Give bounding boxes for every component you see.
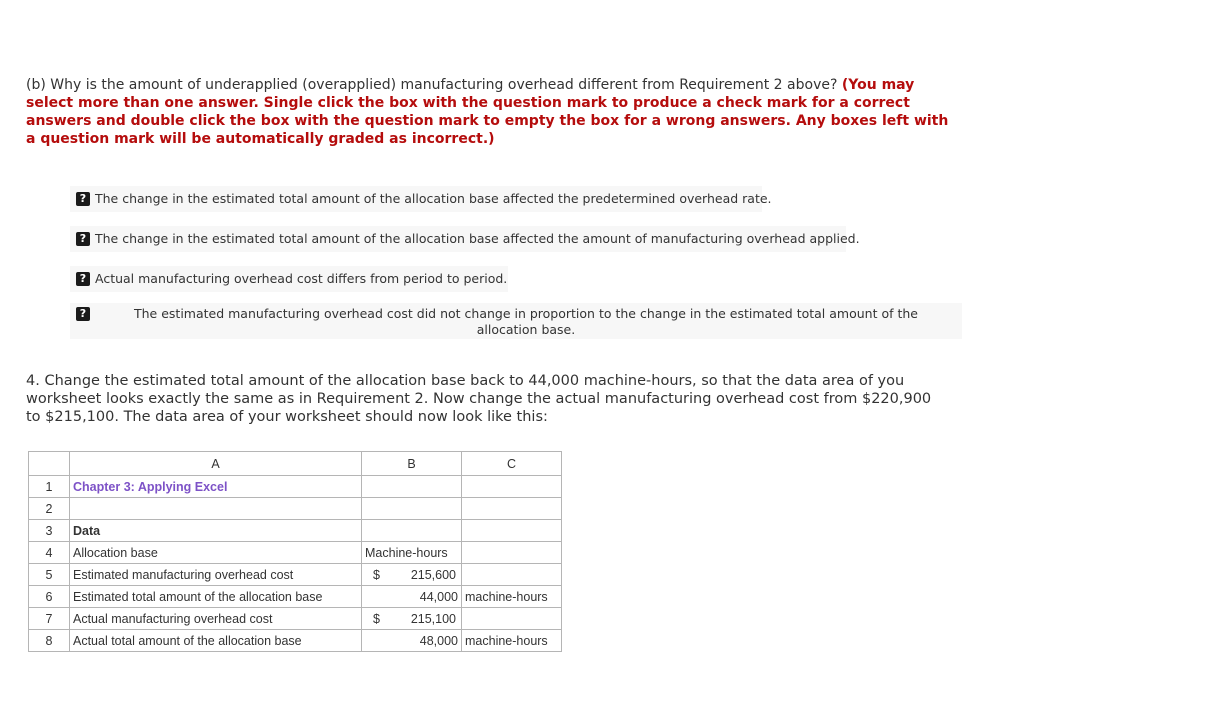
cell-a1 xyxy=(70,476,362,498)
cell-b4: Machine-hours xyxy=(362,542,462,564)
question-mark-checkbox[interactable]: ? xyxy=(76,307,90,321)
cell-a4: Allocation base xyxy=(70,542,362,564)
table-row xyxy=(29,630,562,652)
table-row xyxy=(29,476,562,498)
cell-b2 xyxy=(362,498,462,520)
cell-b7 xyxy=(362,608,462,630)
row-number: 8 xyxy=(29,630,70,652)
cell-c5 xyxy=(462,564,562,586)
cell-c1 xyxy=(462,476,562,498)
cell-b1 xyxy=(362,476,462,498)
cell-b3 xyxy=(362,520,462,542)
cell-c7 xyxy=(462,608,562,630)
answer-option-text: The change in the estimated total amount of the allocation base affected the predetermined overhead rate. xyxy=(95,191,772,206)
worksheet-table xyxy=(28,451,562,652)
row-number: 4 xyxy=(29,542,70,564)
currency-symbol: $ xyxy=(373,611,380,626)
row-number: 7 xyxy=(29,608,70,630)
cell-a8: Actual total amount of the allocation base xyxy=(70,630,362,652)
cell-value: 215,600 xyxy=(410,567,456,582)
question-mark-checkbox[interactable]: ? xyxy=(76,272,90,286)
cell-a6: Estimated total amount of the allocation base xyxy=(70,586,362,608)
column-header-row xyxy=(29,452,562,476)
row-number: 6 xyxy=(29,586,70,608)
row-number: 2 xyxy=(29,498,70,520)
table-row xyxy=(29,564,562,586)
answer-option-2[interactable] xyxy=(70,226,860,252)
cell-a5: Estimated manufacturing overhead cost xyxy=(70,564,362,586)
answer-option-1[interactable] xyxy=(70,186,772,212)
answer-option-text: Actual manufacturing overhead cost differs from period to period. xyxy=(95,271,508,286)
row-number: 1 xyxy=(29,476,70,498)
row-number: 3 xyxy=(29,520,70,542)
cell-b8: 48,000 xyxy=(362,630,462,652)
corner-cell xyxy=(29,452,70,476)
question-text xyxy=(26,76,956,148)
question-mark-checkbox[interactable]: ? xyxy=(76,232,90,246)
table-row xyxy=(29,520,562,542)
answer-option-4[interactable] xyxy=(70,303,962,339)
cell-c4 xyxy=(462,542,562,564)
cell-c6: machine-hours xyxy=(462,586,562,608)
row-number: 5 xyxy=(29,564,70,586)
answer-option-3[interactable] xyxy=(70,266,508,292)
cell-b6: 44,000 xyxy=(362,586,462,608)
sheet-title: Chapter 3: Applying Excel xyxy=(73,479,228,494)
question-mark-checkbox[interactable]: ? xyxy=(76,192,90,206)
table-row xyxy=(29,608,562,630)
step-4-instructions: 4. Change the estimated total amount of the allocation base back to 44,000 machine-hours, so that the data area of you worksheet looks exactly the same as in Requirement 2. Now change the actual manufacturing overhead cost from $220,900 to $215,100. The data area of your worksheet should now look like this: xyxy=(26,373,932,425)
answer-option-text: The change in the estimated total amount of the allocation base affected the amount of manufacturing overhead applied. xyxy=(95,231,860,246)
cell-value: 215,100 xyxy=(410,611,456,626)
answer-option-text: The estimated manufacturing overhead cost did not change in proportion to the change in the estimated total amount of the allocation base. xyxy=(134,306,918,337)
cell-b5 xyxy=(362,564,462,586)
currency-symbol: $ xyxy=(373,567,380,582)
cell-a3: Data xyxy=(70,520,362,542)
column-header-b: B xyxy=(362,452,462,476)
question-prefix: (b) Why is the amount of underapplied (overapplied) manufacturing overhead different from Requirement 2 above? xyxy=(26,77,842,93)
column-header-c: C xyxy=(462,452,562,476)
cell-c3 xyxy=(462,520,562,542)
table-row xyxy=(29,586,562,608)
column-header-a: A xyxy=(70,452,362,476)
table-row xyxy=(29,542,562,564)
cell-c2 xyxy=(462,498,562,520)
question-instructions: (You may select more than one answer. Single click the box with the question mark to produce a check mark for a correct answers and double click the box with the question mark to empty the box for a wrong answers. Any boxes left with a question mark will be automatically graded as incorrect.) xyxy=(26,77,949,147)
cell-a2 xyxy=(70,498,362,520)
cell-c8: machine-hours xyxy=(462,630,562,652)
table-row xyxy=(29,498,562,520)
cell-a7: Actual manufacturing overhead cost xyxy=(70,608,362,630)
